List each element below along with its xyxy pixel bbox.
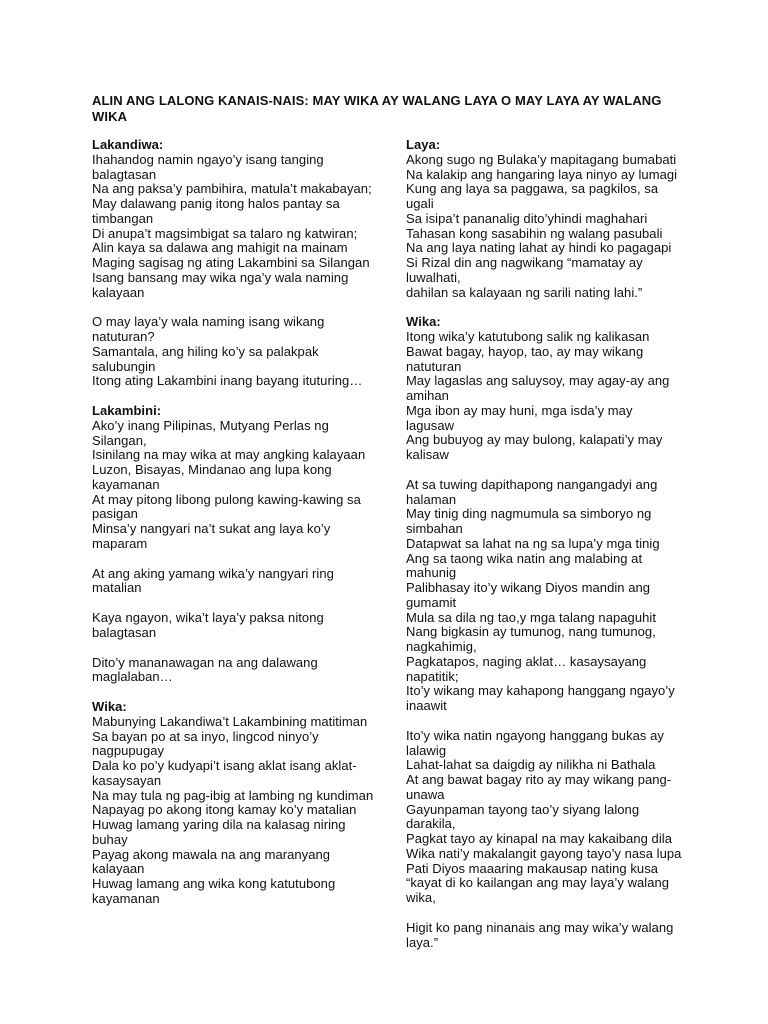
verse-line: Ang bubuyog ay may bulong, kalapati’y may	[406, 432, 663, 448]
speaker-heading: Lakambini:	[92, 403, 162, 418]
verse-line: lalawig	[406, 742, 447, 758]
stanza	[406, 478, 682, 714]
verse-line: Sa bayan po at sa inyo, lingcod ninyo’y	[92, 728, 319, 744]
verse-line: matalian	[92, 580, 142, 596]
stanza	[92, 611, 374, 641]
verse-line: Samantala, ang hiling ko’y sa palakpak	[92, 343, 319, 359]
verse-line: unawa	[406, 786, 445, 802]
verse-line: Wika nati’y makalangit gayong tayo’y nasa lupa	[406, 845, 682, 861]
verse-line: natuturan?	[92, 329, 155, 344]
speaker-section	[92, 404, 374, 685]
verse-line: At ang aking yamang wika’y nangyari ring	[92, 565, 334, 581]
verse-line: Palibhasay ito’y wikang Diyos mandin ang	[406, 580, 651, 595]
verse-line: pasigan	[92, 506, 138, 522]
verse-line: laya.”	[406, 934, 439, 950]
verse-line: Kung ang laya sa paggawa, sa pagkilos, sa ugali	[406, 181, 659, 211]
verse-line: Dala ko po’y kudyapi’t isang aklat isang aklat-	[92, 758, 357, 773]
verse-line: Di anupa’t magsimbigat sa talaro ng katwiran;	[92, 225, 358, 241]
verse-line: balagtasan	[92, 166, 157, 182]
verse-line: napatitik;	[406, 668, 459, 684]
verse-line: Tahasan kong sasabihin ng walang pasubali	[406, 225, 663, 241]
verse-line: Mga ibon ay may huni, mga isda’y may lagusaw	[406, 402, 633, 433]
verse-line: Ihahandog namin ngayo’y isang tanging	[92, 151, 324, 167]
verse-line: Gayunpaman tayong tao’y siyang lalong	[406, 801, 640, 817]
verse-line: gumamit	[406, 594, 457, 610]
stanza	[92, 567, 374, 597]
verse-line: Luzon, Bisayas, Mindanao ang lupa kong	[92, 462, 332, 477]
verse-line: Itong wika’y katutubong salik ng kalikasan	[406, 329, 650, 344]
verse-line: Nang bigkasin ay tumunog, nang tumunog,	[406, 624, 656, 640]
left-column	[92, 138, 374, 922]
verse-line: Alin kaya sa dalawa ang mahigit na mainam	[92, 240, 348, 256]
verse-line: Itong ating Lakambini inang bayang ituturing…	[92, 373, 363, 389]
speaker-section	[406, 138, 682, 300]
verse-line: May dalawang panig itong halos pantay sa	[92, 196, 340, 211]
verse-line: Lahat-lahat sa daigdig ay nilikha ni Bathala	[406, 757, 656, 773]
verse-line: natuturan	[406, 358, 462, 374]
verse-line: Na ang paksa’y pambihira, matula’t makabayan;	[92, 181, 372, 197]
verse-line: At sa tuwing dapithapong nangangadyi ang	[406, 476, 658, 492]
verse-line: inaawit	[406, 698, 447, 713]
verse-line: “kayat di ko kailangan ang may laya’y walang	[406, 875, 670, 891]
stanza	[92, 715, 374, 907]
verse-line: Isinilang na may wika at may angking kalayaan	[92, 447, 366, 463]
speaker-section	[406, 315, 682, 950]
verse-line: nagpupugay	[92, 743, 165, 759]
stanza	[406, 921, 682, 951]
stanza	[92, 315, 374, 389]
stanza	[92, 153, 374, 301]
verse-line: luwalhati,	[406, 269, 461, 285]
verse-line: mahunig	[406, 565, 457, 581]
verse-line: kalisaw	[406, 447, 449, 462]
verse-line: amihan	[406, 388, 449, 403]
verse-line: maparam	[92, 535, 148, 551]
stanza	[92, 419, 374, 552]
right-column	[406, 138, 682, 965]
verse-line: Na kalakip ang hangaring laya ninyo ay lumagi	[406, 166, 678, 182]
verse-line: Payag akong mawala na ang maranyang	[92, 846, 331, 862]
verse-line: Pagkatapos, naging aklat… kasaysayang	[406, 653, 647, 669]
stanza	[406, 153, 682, 301]
verse-line: Ang sa taong wika natin ang malabing at	[406, 550, 643, 566]
verse-line: O may laya’y wala naming isang wikang	[92, 314, 325, 330]
verse-line: Mula sa dila ng tao,y mga talang napaguhit	[406, 609, 656, 625]
speaker-heading: Laya:	[406, 137, 441, 152]
verse-line: Huwag lamang ang wika kong katutubong	[92, 876, 336, 891]
verse-line: May tinig ding nagmumula sa simboryo ng	[406, 506, 652, 522]
verse-line: Ito’y wika natin ngayong hanggang bukas ay	[406, 727, 664, 743]
speaker-heading: Wika:	[92, 699, 127, 714]
verse-line: salubungin	[92, 358, 156, 374]
verse-line: dahilan sa kalayaan ng sarili nating lahi.”	[406, 284, 643, 300]
verse-line: Mabunying Lakandiwa’t Lakambining matitiman	[92, 713, 368, 729]
verse-line: Kaya ngayon, wika’t laya’y paksa nitong	[92, 610, 324, 625]
stanza	[406, 729, 682, 906]
verse-line: Akong sugo ng Bulaka’y mapitagang bumabati	[406, 151, 677, 167]
verse-line: kalayaan	[92, 284, 145, 300]
verse-line: simbahan	[406, 521, 463, 536]
verse-line: wika,	[406, 890, 436, 905]
verse-line: balagtasan	[92, 624, 157, 640]
verse-line: nagkahimig,	[406, 639, 477, 654]
verse-line: Pagkat tayo ay kinapal na may kakaibang dila	[406, 831, 672, 846]
speaker-section	[92, 700, 374, 907]
verse-line: timbangan	[92, 210, 154, 226]
verse-line: buhay	[92, 831, 128, 847]
verse-line: Dito’y mananawagan na ang dalawang	[92, 654, 318, 670]
verse-line: kayamanan	[92, 890, 160, 906]
stanza	[406, 330, 682, 463]
verse-line: At may pitong libong pulong kawing-kawing sa	[92, 491, 361, 507]
verse-line: Napayag po akong itong kamay ko’y matalian	[92, 802, 357, 818]
verse-line: Sa isipa’t pananalig dito’yhindi maghahari	[406, 210, 648, 226]
verse-line: Isang bansang may wika nga’y wala naming	[92, 269, 349, 285]
verse-line: darakila,	[406, 816, 456, 832]
verse-line: Ito’y wikang may kahapong hanggang ngayo’y	[406, 683, 675, 699]
verse-line: Ako’y inang Pilipinas, Mutyang Perlas ng	[92, 417, 329, 433]
verse-line: At ang bawat bagay rito ay may wikang pang-	[406, 772, 672, 787]
verse-line: Silangan,	[92, 432, 147, 448]
verse-line: Huwag lamang yaring dila na kalasag niring	[92, 817, 346, 832]
verse-line: halaman	[406, 491, 457, 507]
verse-line: Maging sagisag ng ating Lakambini sa Silangan	[92, 255, 370, 270]
stanza	[92, 656, 374, 686]
speaker-heading: Lakandiwa:	[92, 137, 164, 152]
verse-line: kalayaan	[92, 861, 145, 877]
verse-line: kasaysayan	[92, 772, 162, 788]
verse-line: Minsa’y nangyari na’t sukat ang laya ko’y	[92, 521, 331, 536]
verse-line: Na ang laya nating lahat ay hindi ko pagagapi	[406, 240, 672, 256]
speaker-section	[92, 138, 374, 389]
verse-line: maglalaban…	[92, 669, 173, 685]
verse-line: Higit ko pang ninanais ang may wika’y walang	[406, 919, 674, 935]
verse-line: Bawat bagay, hayop, tao, ay may wikang	[406, 343, 644, 359]
verse-line: Na may tula ng pag-ibig at lambing ng kundiman	[92, 787, 374, 803]
document-title: ALIN ANG LALONG KANAIS-NAIS: MAY WIKA AY WALANG LAYA O MAY LAYA AY WALANG WIKA	[92, 93, 662, 124]
speaker-heading: Wika:	[406, 314, 441, 330]
verse-line: Datapwat sa lahat na ng sa lupa’y mga tinig	[406, 535, 660, 551]
verse-line: Si Rizal din ang nagwikang “mamatay ay	[406, 255, 643, 270]
verse-line: May lagaslas ang saluysoy, may agay-ay ang	[406, 373, 670, 389]
verse-line: Pati Diyos maaaring makausap nating kusa	[406, 860, 659, 876]
verse-line: kayamanan	[92, 476, 160, 492]
